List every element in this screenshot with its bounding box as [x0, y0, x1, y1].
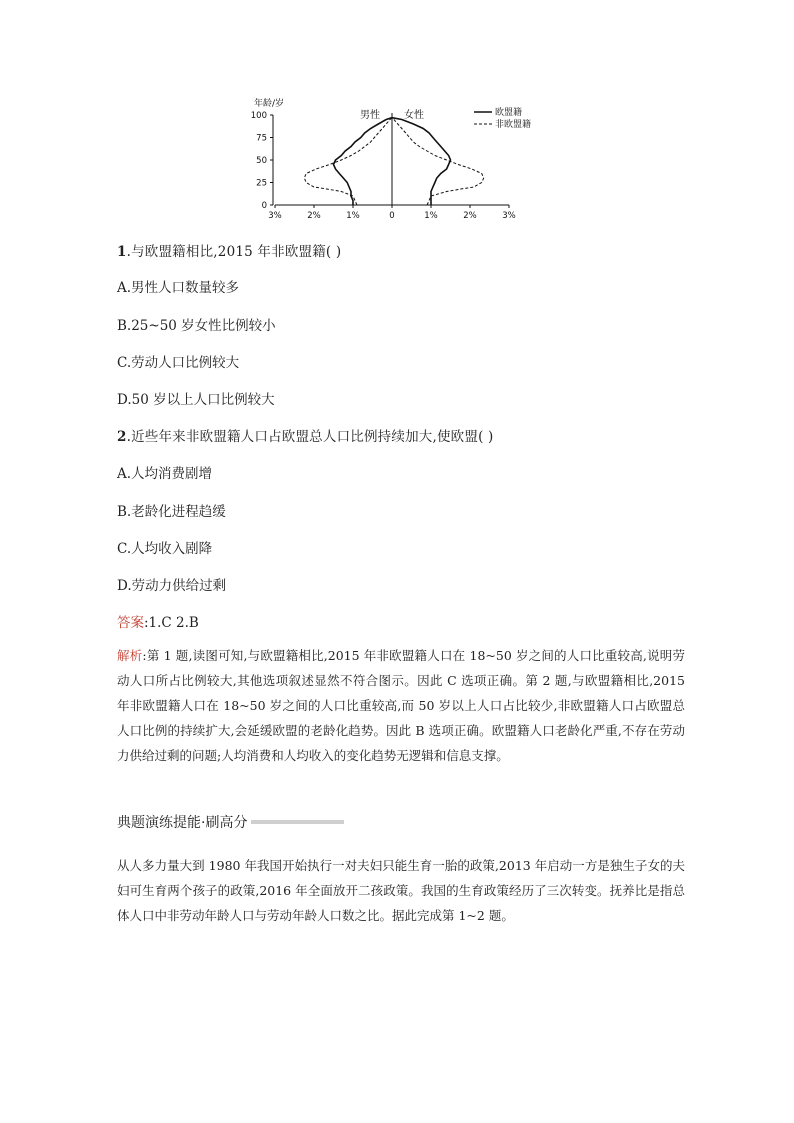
- answer-text: :1.C 2.B: [144, 615, 199, 631]
- q1-option-a[interactable]: A.男性人口数量较多: [117, 280, 240, 296]
- question-1-number: 1: [117, 244, 127, 260]
- y-tick-label: 0: [261, 201, 267, 211]
- q2-option-d[interactable]: D.劳动力供给过剩: [117, 578, 227, 594]
- chart-series: [304, 118, 483, 205]
- legend-label: 欧盟籍: [495, 108, 523, 118]
- question-2-number: 2: [117, 429, 127, 445]
- q2-option-b[interactable]: B.老龄化进程趋缓: [117, 504, 226, 520]
- x-tick-label: 2%: [307, 211, 321, 221]
- question-2-text: .近些年来非欧盟籍人口占欧盟总人口比例持续加大,使欧盟( ): [126, 429, 494, 445]
- q1-option-c[interactable]: C.劳动人口比例较大: [117, 355, 240, 371]
- legend-label: 非欧盟籍: [495, 120, 532, 130]
- female-label: 女性: [404, 110, 424, 121]
- q2-option-a[interactable]: A.人均消费剧增: [117, 466, 213, 482]
- q1-option-d[interactable]: D.50 岁以上人口比例较大: [117, 392, 275, 408]
- non-eu-female-line: [392, 118, 484, 205]
- y-tick-label: 100: [250, 111, 267, 121]
- chart-legend: [474, 106, 531, 130]
- x-tick-label: 3%: [502, 211, 516, 221]
- y-axis-label: 年龄/岁: [254, 99, 285, 109]
- section-header: [117, 812, 344, 832]
- q2-option-c[interactable]: C.人均收入剧降: [117, 541, 213, 557]
- section-subtitle: ·刷高分: [201, 815, 248, 831]
- analysis-paragraph: [117, 643, 685, 768]
- section-title: 典题演练提能: [117, 815, 201, 831]
- analysis-label: 解析: [117, 648, 143, 663]
- population-pyramid-chart: [240, 90, 550, 225]
- non-eu-male-line: [304, 118, 392, 205]
- y-tick-label: 50: [256, 156, 267, 166]
- question-1-stem: [117, 240, 341, 260]
- q1-option-b[interactable]: B.25~50 岁女性比例较小: [117, 318, 276, 334]
- y-tick-label: 75: [256, 133, 267, 144]
- male-label: 男性: [360, 110, 380, 121]
- y-tick-label: 25: [256, 178, 267, 189]
- answer-label: 答案: [117, 615, 144, 631]
- section-divider-bar: [251, 820, 344, 824]
- analysis-text: :第 1 题,读图可知,与欧盟籍相比,2015 年非欧盟籍人口在 18~50 岁之间的人口比重较高,说明劳动人口所占比例较大,其他选项叙述显然不符合图示。因此 C 选项正确。第 2 题,与欧盟籍相比,2015 年非欧盟籍人口在 18~50 岁之间的人口比重较高,而 50 岁以上人口占比较少,非欧盟籍人口占欧盟总人口比例的持续扩大,会延缓欧盟的老龄化趋势。因此 B 选项正确。欧盟籍人口老龄化严重,不存在劳动力供给过剩的问题;人均消费和人均收入的变化趋势无逻辑和信息支撑。: [117, 648, 685, 763]
- x-tick-label: 1%: [424, 211, 438, 221]
- eu-female-line: [392, 118, 451, 205]
- question-2-stem: [117, 425, 494, 445]
- passage-paragraph: 从人多力量大到 1980 年我国开始执行一对夫妇只能生育一胎的政策,2013 年启动一方是独生子女的夫妇可生育两个孩子的政策,2016 年全面放开二孩政策。我国的生育政策经历了三次转变。抚养比是指总体人口中非劳动年龄人口与劳动年龄人口数之比。据此完成第 1~2 题。: [117, 858, 685, 923]
- x-tick-label: 3%: [268, 211, 282, 221]
- answer-line: [117, 611, 199, 631]
- x-tick-label: 0: [389, 211, 395, 221]
- x-tick-label: 2%: [463, 211, 477, 221]
- question-1-text: .与欧盟籍相比,2015 年非欧盟籍( ): [126, 244, 342, 260]
- x-tick-label: 1%: [346, 211, 360, 221]
